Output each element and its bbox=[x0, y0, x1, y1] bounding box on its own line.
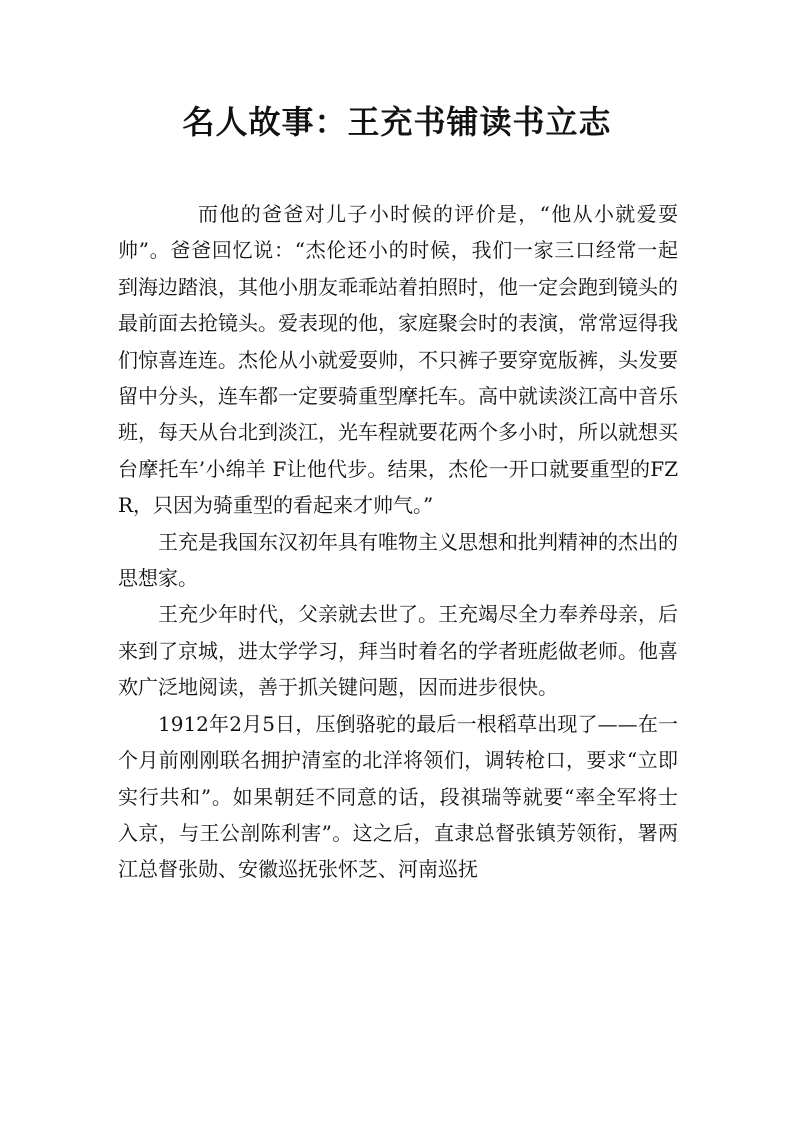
document-title: 名人故事：王充书铺读书立志 bbox=[182, 103, 612, 141]
paragraph-1: 而他的爸爸对儿子小时候的评价是，“他从小就爱耍帅”。爸爸回忆说：“杰伦还小的时候，我们一家三口经常一起到海边踏浪，其他小朋友乖乖站着拍照时，他一定会跑到镜头的最前面去抢镜头。爱表现的他，家庭聚会时的表演，常常逗得我们惊喜连连。杰伦从小就爱耍帅，不只裤子要穿宽版裤，头发要留中分头，连车都一定要骑重型摩托车。高中就读淡江高中音乐班，每天从台北到淡江，光车程就要花两个多小时，所以就想买台摩托车’小绵羊 F让他代步。结果，杰伦一开口就要重型的FZR，只因为骑重型的看起来才帅气。” bbox=[118, 202, 678, 518]
document-body bbox=[118, 196, 678, 888]
paragraph-3: 王充少年时代，父亲就去世了。王充竭尽全力奉养母亲，后来到了京城，进太学学习，拜当时着名的学者班彪做老师。他喜欢广泛地阅读，善于抓关键问题，因而进步很快。 bbox=[118, 602, 678, 700]
paragraph-2: 王充是我国东汉初年具有唯物主义思想和批判精神的杰出的思想家。 bbox=[118, 529, 678, 591]
paragraph-4: 1912年2月5日，压倒骆驼的最后一根稻草出现了——在一个月前刚刚联名拥护清室的北洋将领们，调转枪口，要求“立即实行共和”。如果朝廷不同意的话，段祺瑞等就要“率全军将士入京，与王公剖陈利害”。这之后，直隶总督张镇芳领衔，署两江总督张勋、安徽巡抚张怀芝、河南巡抚 bbox=[118, 711, 678, 882]
